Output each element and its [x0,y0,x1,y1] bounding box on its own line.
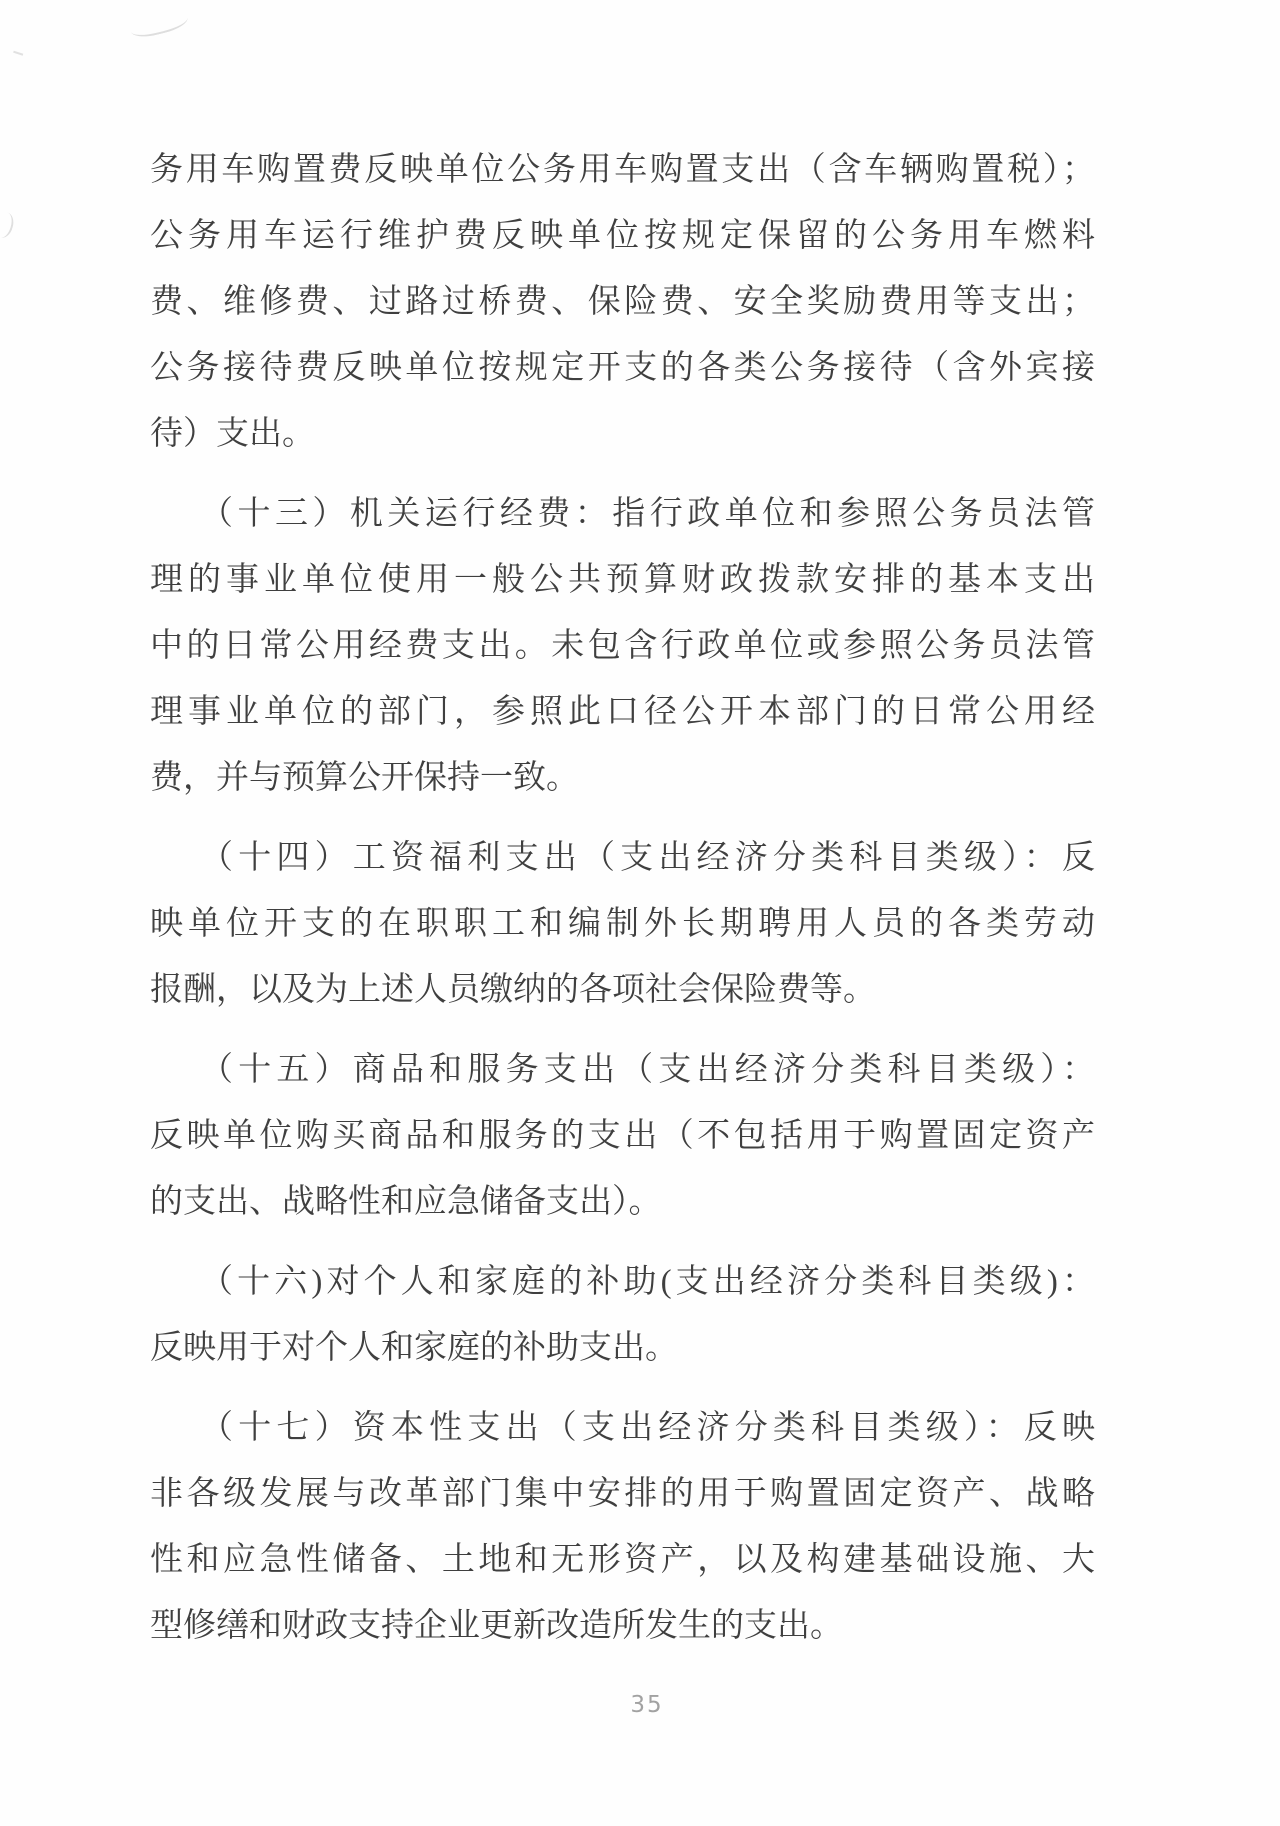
text-line: 的支出、战略性和应急储备支出）。 [150,1184,662,1220]
text-line: （十六)对个人和家庭的补助(支出经济分类科目类级)： [200,1264,1095,1300]
paragraph [150,1395,1095,1659]
scan-artifact [128,7,189,40]
text-line: 报酬，以及为上述人员缴纳的各项社会保险费等。 [150,972,876,1008]
text-line: （十五）商品和服务支出（支出经济分类科目类级）： [200,1052,1095,1088]
scan-artifact [0,210,16,240]
text-line: 费、维修费、过路过桥费、保险费、安全奖励费用等支出； [150,284,1095,320]
text-line: 理事业单位的部门，参照此口径公开本部门的日常公用经 [150,694,1095,730]
text-line: 中的日常公用经费支出。未包含行政单位或参照公务员法管 [150,628,1095,664]
paragraph [150,137,1095,467]
text-line: 公务用车运行维护费反映单位按规定保留的公务用车燃料 [150,218,1095,254]
text-line: 反映单位购买商品和服务的支出（不包括用于购置固定资产 [150,1118,1095,1154]
text-line: 待）支出。 [150,416,315,452]
text-line: 非各级发展与改革部门集中安排的用于购置固定资产、战略 [150,1476,1095,1512]
text-line: （十三）机关运行经费：指行政单位和参照公务员法管 [200,496,1095,532]
paragraph [150,481,1095,811]
text-line: 理的事业单位使用一般公共预算财政拨款安排的基本支出 [150,562,1095,598]
page-footer [0,1692,1280,1718]
paragraph [150,1249,1095,1381]
text-line: 务用车购置费反映单位公务用车购置支出（含车辆购置税）； [150,152,1095,188]
text-line: （十七）资本性支出（支出经济分类科目类级）：反映 [200,1410,1095,1446]
page-number: 35 [630,1692,664,1718]
text-line: 费，并与预算公开保持一致。 [150,760,579,796]
paragraph [150,1037,1095,1235]
scan-artifact [11,51,24,64]
text-line: 反映用于对个人和家庭的补助支出。 [150,1330,678,1366]
text-line: 性和应急性储备、土地和无形资产，以及构建基础设施、大 [150,1542,1095,1578]
text-line: （十四）工资福利支出（支出经济分类科目类级）：反 [200,840,1095,876]
document-body [150,137,1095,1659]
text-line: 公务接待费反映单位按规定开支的各类公务接待（含外宾接 [150,350,1095,386]
text-line: 型修缮和财政支持企业更新改造所发生的支出。 [150,1608,843,1644]
paragraph [150,825,1095,1023]
text-line: 映单位开支的在职职工和编制外长期聘用人员的各类劳动 [150,906,1095,942]
